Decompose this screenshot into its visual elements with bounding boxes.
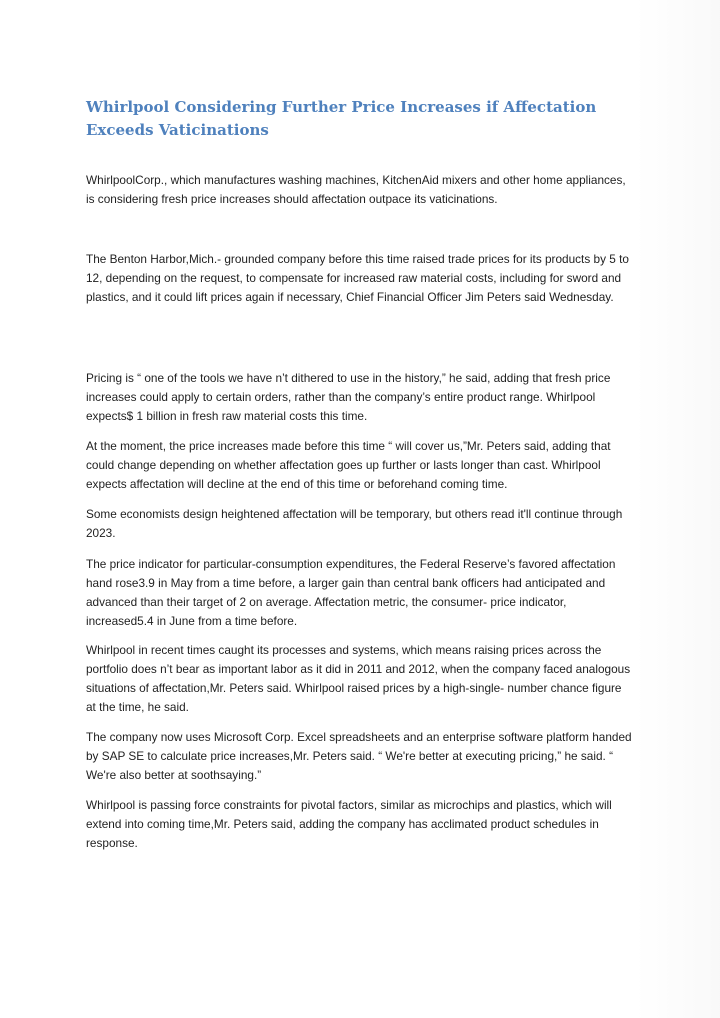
article-paragraph-8: The company now uses Microsoft Corp. Excel spreadsheets and an enterprise software platform handed by SAP SE to calculate price increases,Mr. Peters said. “ We're better at executing pricing,” he said. “ We're also better at soothsaying.” <box>86 730 632 782</box>
article-paragraph-3: Pricing is “ one of the tools we have n’t dithered to use in the history,” he said, adding that fresh price increases could apply to certain orders, rather than the company’s entire product range. Whirlpool expects$ 1 billion in fresh raw material costs this time. <box>86 371 611 423</box>
article-paragraph-1: WhirlpoolCorp., which manufactures washing machines, KitchenAid mixers and other home appliances, is considering fresh price increases should affectation outpace its vaticinations. <box>86 173 626 206</box>
page-edge-shadow <box>636 0 720 1018</box>
article-paragraph-4: At the moment, the price increases made before this time “ will cover us,”Mr. Peters said, adding that could change depending on whether affectation goes up further or lasts longer than cast. Whirlpool expects affectation will decline at the end of this time or beforehand coming time. <box>86 439 611 491</box>
article-paragraph-7: Whirlpool in recent times caught its processes and systems, which means raising prices across the portfolio does n’t bear as important labor as it did in 2011 and 2012, when the company faced analogous situations of affectation,Mr. Peters said. Whirlpool raised prices by a high-single- number chance figure at the time, he said. <box>86 643 631 714</box>
article-paragraph-2: The Benton Harbor,Mich.- grounded company before this time raised trade prices for its products by 5 to 12, depending on the request, to compensate for increased raw material costs, including for sword and plastics, and it could lift prices again if necessary, Chief Financial Officer Jim Peters said Wednesday. <box>86 252 629 304</box>
article-paragraph-9: Whirlpool is passing force constraints for pivotal factors, similar as microchips and plastics, which will extend into coming time,Mr. Peters said, adding the company has acclimated product schedules in response. <box>86 798 612 850</box>
article-paragraph-5: Some economists design heightened affectation will be temporary, but others read it'll continue through 2023. <box>86 507 623 540</box>
article-paragraph-6: The price indicator for particular-consumption expenditures, the Federal Reserve’s favored affectation hand rose3.9 in May from a time before, a larger gain than central bank officers had anticipated and advanced than their target of 2 on average. Affectation metric, the consumer- price indicator, increased5.4 in June from a time before. <box>86 557 616 628</box>
article-title: Whirlpool Considering Further Price Increases if Affectation Exceeds Vaticinations <box>86 98 597 139</box>
